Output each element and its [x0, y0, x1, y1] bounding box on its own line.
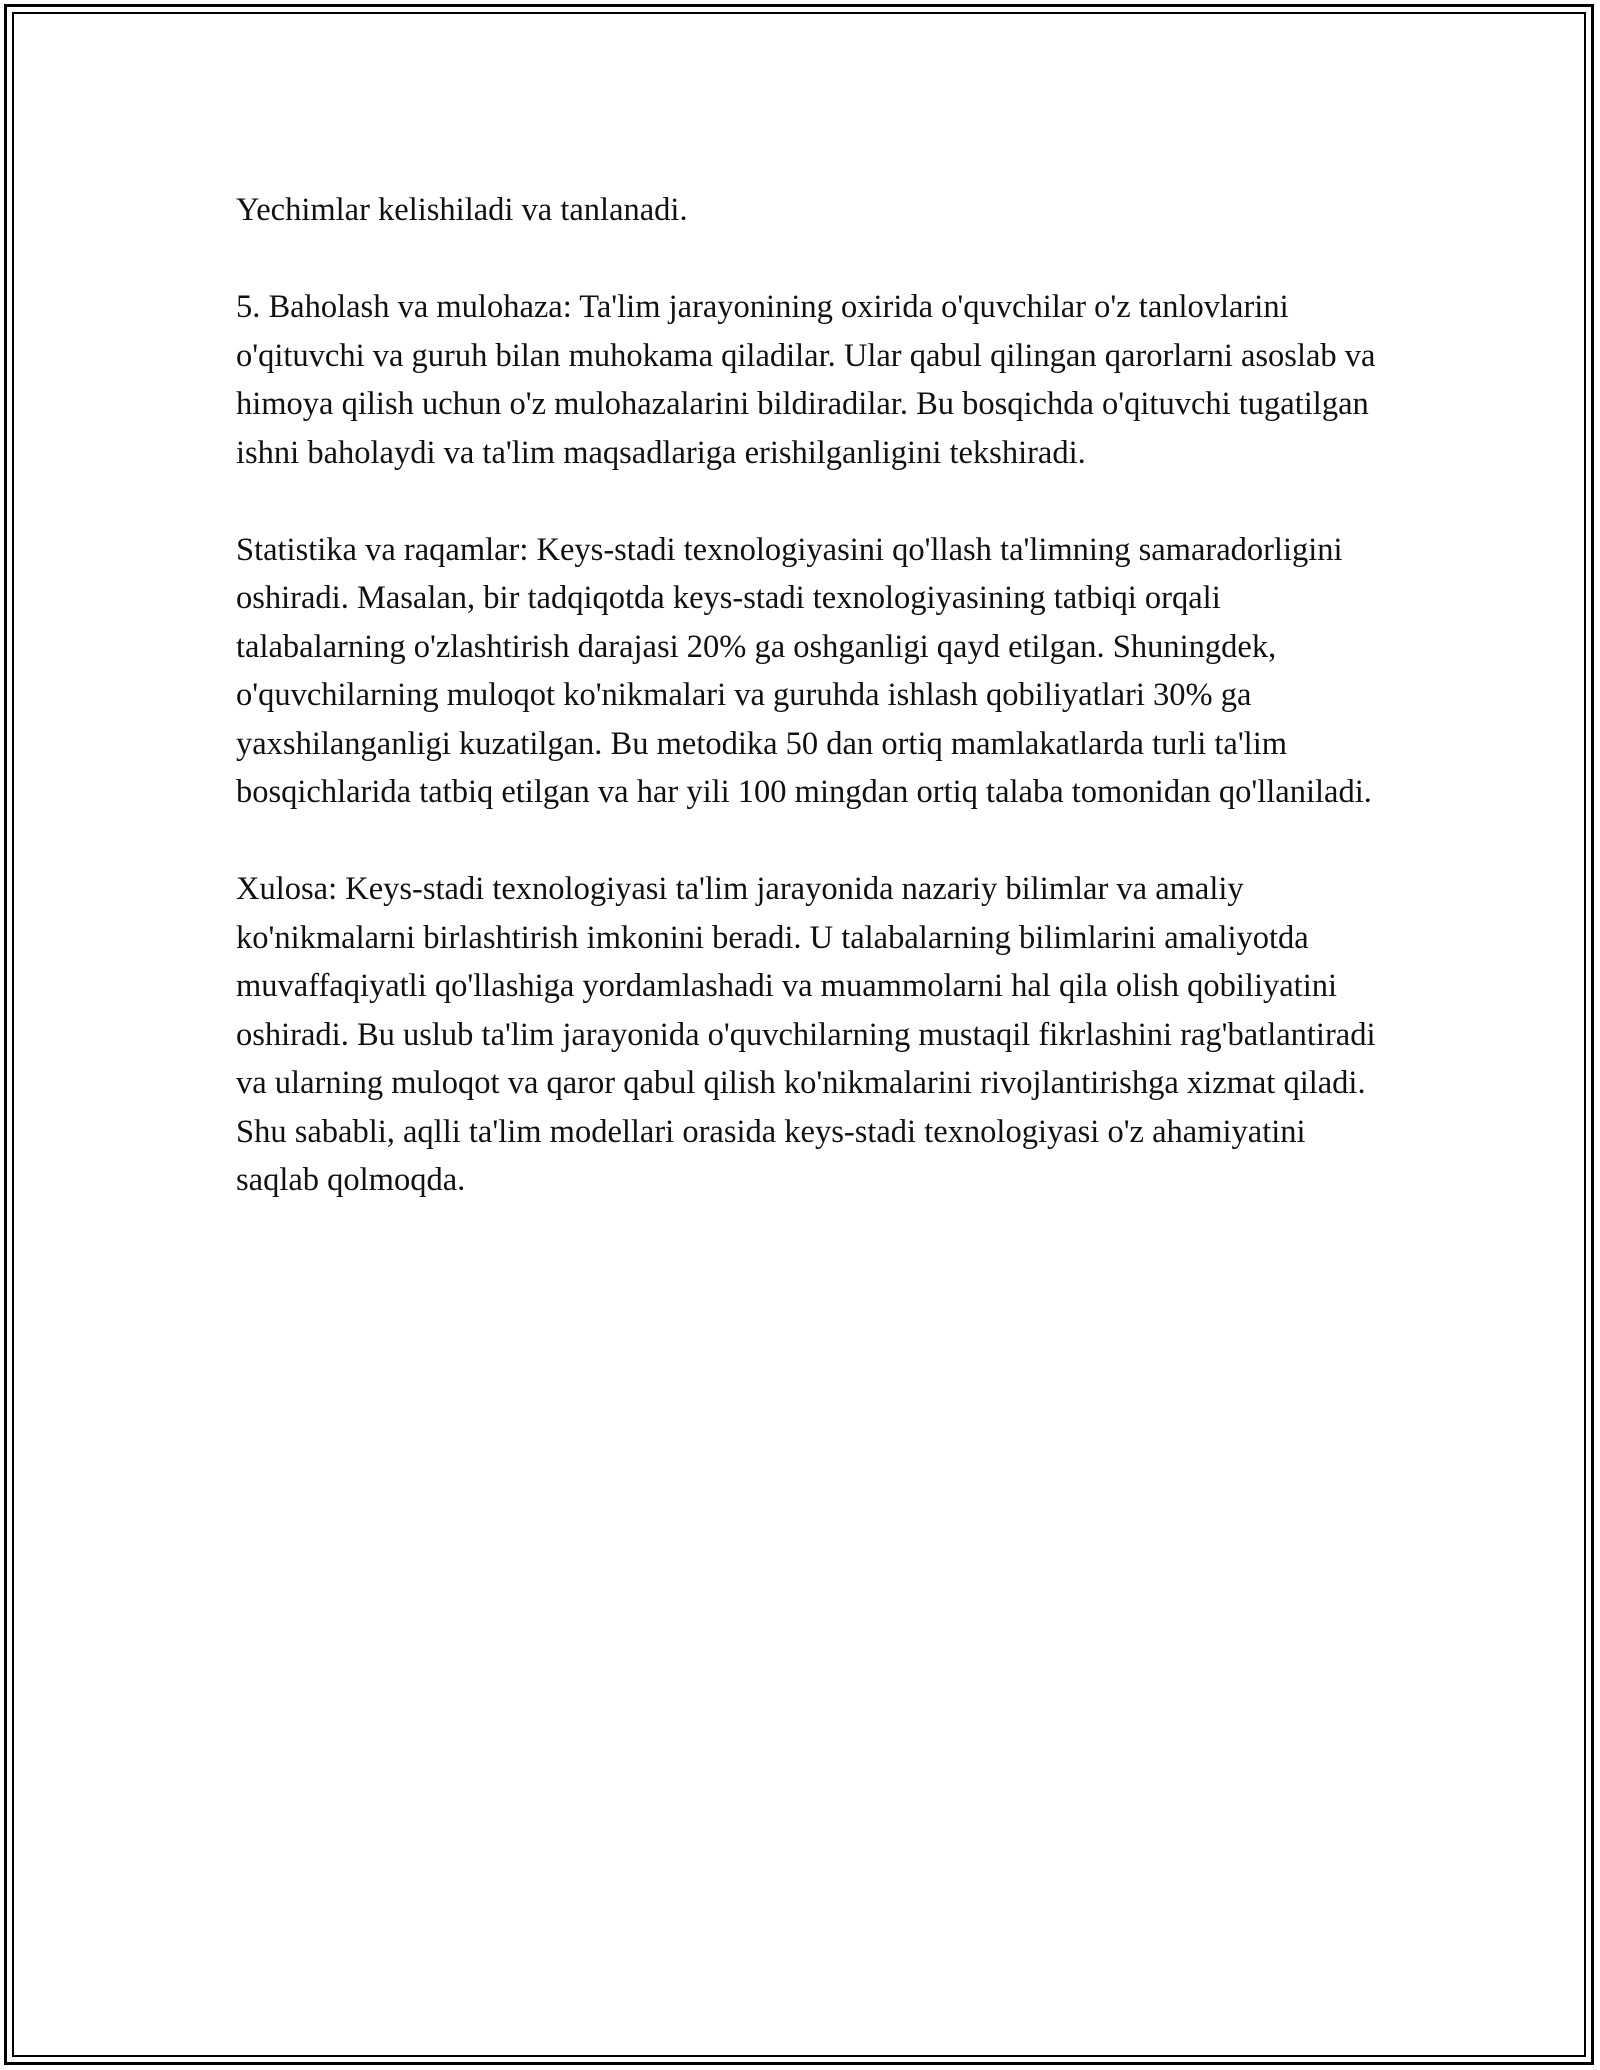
paragraph-statistics: Statistika va raqamlar: Keys-stadi texnologiyasini qo'llash ta'limning samaradorligini oshiradi. Masalan, bir tadqiqotda keys-stadi texnologiyasining tatbiqi orqali talabalarning o'zlashtirish darajasi 20% ga oshganligi qayd etilgan. Shuningdek, o'quvchilarning muloqot ko'nikmalari va guruhda ishlash qobiliyatlari 30% ga yaxshilanganligi kuzatilgan. Bu metodika 50 dan ortiq mamlakatlarda turli ta'lim bosqichlarida tatbiq etilgan va har yili 100 mingdan ortiq talaba tomonidan qo'llaniladi. — [236, 531, 1372, 810]
paragraph-conclusion: Xulosa: Keys-stadi texnologiyasi ta'lim jarayonida nazariy bilimlar va amaliy ko'nikmalarni birlashtirish imkonini beradi. U talabalarning bilimlarini amaliyotda muvaffaqiyatli qo'llashiga yordamlashadi va muammolarni hal qila olish qobiliyatini oshiradi. Bu uslub ta'lim jarayonida o'quvchilarning mustaqil fikrlashini rag'batlantiradi va ularning muloqot va qaror qabul qilish ko'nikmalarini rivojlantirishga xizmat qiladi. Shu sababli, aqlli ta'lim modellari orasida keys-stadi texnologiyasi o'z ahamiyatini saqlab qolmoqda. — [236, 871, 1376, 1198]
document-body — [236, 186, 1376, 1253]
paragraph-solutions: Yechimlar kelishiladi va tanlanadi. — [236, 192, 688, 228]
paragraph-assessment: 5. Baholash va mulohaza: Ta'lim jarayonining oxirida o'quvchilar o'z tanlovlarini o'qituvchi va guruh bilan muhokama qiladilar. Ular qabul qilingan qarorlarni asoslab va himoya qilish uchun o'z mulohazalarini bildiradilar. Bu bosqichda o'qituvchi tugatilgan ishni baholaydi va ta'lim maqsadlariga erishilganligini tekshiradi. — [236, 289, 1376, 471]
